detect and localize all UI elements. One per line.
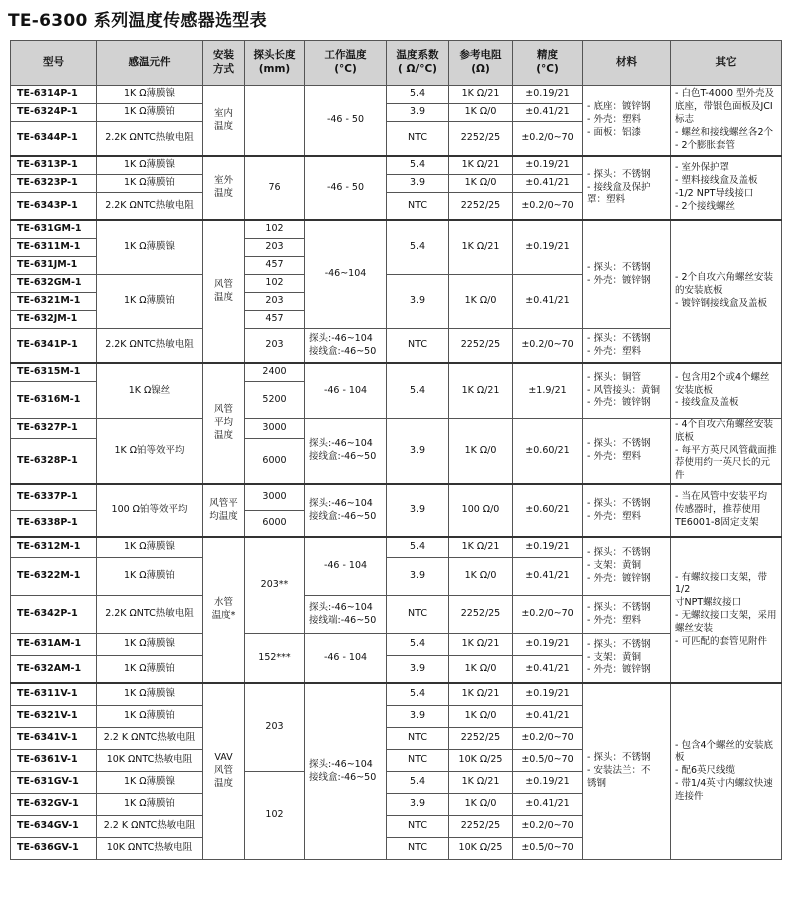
- model-cell: TE-6361V-1: [11, 750, 97, 772]
- acc-cell: ±0.2/0~70: [513, 193, 583, 221]
- length-cell: 102: [245, 772, 305, 860]
- table-row: [11, 537, 782, 558]
- acc-cell: ±0.19/21: [513, 220, 583, 275]
- table-row: [11, 634, 782, 656]
- table-row: [11, 86, 782, 104]
- page-title: TE-6300 系列温度传感器选型表: [8, 11, 267, 31]
- ref-cell: 10K Ω/25: [449, 838, 513, 860]
- acc-cell: ±0.19/21: [513, 683, 583, 706]
- coef-cell: 5.4: [387, 156, 449, 175]
- ref-cell: 10K Ω/25: [449, 750, 513, 772]
- work-temp-cell: 探头:-46~104 接线盒:-46~50: [305, 329, 387, 364]
- element-cell: 1K Ω薄膜镍: [97, 683, 203, 706]
- element-cell: 10K ΩNTC热敏电阻: [97, 838, 203, 860]
- element-cell: 1K Ω薄膜镍: [97, 772, 203, 794]
- ref-cell: 1K Ω/0: [449, 706, 513, 728]
- length-cell: 3000: [245, 419, 305, 439]
- mounting-cell: 风管 温度: [203, 220, 245, 363]
- coef-cell: NTC: [387, 329, 449, 364]
- header-mounting: 安装 方式: [203, 41, 245, 86]
- acc-cell: ±1.9/21: [513, 363, 583, 419]
- table-row: [11, 419, 782, 439]
- acc-cell: ±0.60/21: [513, 419, 583, 485]
- ref-cell: 1K Ω/21: [449, 537, 513, 558]
- length-cell: 6000: [245, 439, 305, 484]
- header-element: 感温元件: [97, 41, 203, 86]
- table-row: [11, 156, 782, 175]
- material-cell: - 探头：不锈钢 - 支架：黄铜 - 外壳：镀锌钢: [583, 537, 671, 596]
- length-cell: 203: [245, 293, 305, 311]
- coef-cell: NTC: [387, 728, 449, 750]
- ref-cell: 1K Ω/21: [449, 86, 513, 104]
- acc-cell: ±0.5/0~70: [513, 750, 583, 772]
- material-cell: - 探头：不锈钢 - 外壳：镀锌钢: [583, 220, 671, 329]
- coef-cell: NTC: [387, 596, 449, 634]
- work-temp-cell: -46 - 50: [305, 156, 387, 220]
- model-cell: TE-6342P-1: [11, 596, 97, 634]
- acc-cell: ±0.5/0~70: [513, 838, 583, 860]
- model-cell: TE-6324P-1: [11, 104, 97, 122]
- ref-cell: 1K Ω/21: [449, 772, 513, 794]
- element-cell: 2.2K ΩNTC热敏电阻: [97, 122, 203, 157]
- length-cell: 457: [245, 311, 305, 329]
- model-cell: TE-631JM-1: [11, 257, 97, 275]
- coef-cell: NTC: [387, 838, 449, 860]
- acc-cell: ±0.41/21: [513, 558, 583, 596]
- mounting-cell: 风管平 均温度: [203, 484, 245, 537]
- table-row: [11, 683, 782, 706]
- element-cell: 100 Ω铂等效平均: [97, 484, 203, 537]
- acc-cell: ±0.41/21: [513, 104, 583, 122]
- ref-cell: 2252/25: [449, 816, 513, 838]
- ref-cell: 1K Ω/0: [449, 656, 513, 684]
- length-cell: 203: [245, 239, 305, 257]
- other-cell: - 4个自攻六角螺丝安装 底板 - 每平方英尺风管截面推 荐使用约一英尺长的元件: [671, 419, 782, 485]
- ref-cell: 1K Ω/0: [449, 558, 513, 596]
- acc-cell: ±0.19/21: [513, 156, 583, 175]
- length-cell: 76: [245, 156, 305, 220]
- coef-cell: NTC: [387, 750, 449, 772]
- model-cell: TE-6316M-1: [11, 382, 97, 419]
- model-cell: TE-6321M-1: [11, 293, 97, 311]
- coef-cell: 3.9: [387, 484, 449, 537]
- material-cell: - 探头：不锈钢 - 外壳：塑料: [583, 596, 671, 634]
- material-cell: - 探头：不锈钢 - 安装法兰：不 锈钢: [583, 683, 671, 860]
- material-cell: - 底座：镀锌钢 - 外壳：塑料 - 面板：铝漆: [583, 86, 671, 157]
- model-cell: TE-6315M-1: [11, 363, 97, 382]
- coef-cell: 3.9: [387, 706, 449, 728]
- acc-cell: ±0.2/0~70: [513, 596, 583, 634]
- model-cell: TE-634GV-1: [11, 816, 97, 838]
- acc-cell: ±0.19/21: [513, 537, 583, 558]
- coef-cell: 5.4: [387, 772, 449, 794]
- header-working-temp: 工作温度 (°C): [305, 41, 387, 86]
- coef-cell: 3.9: [387, 175, 449, 193]
- material-cell: - 探头：不锈钢 - 外壳：塑料: [583, 419, 671, 485]
- model-cell: TE-6313P-1: [11, 156, 97, 175]
- mounting-cell: 水管 温度*: [203, 537, 245, 683]
- other-cell: - 2个自攻六角螺丝安装 的安装底板 - 镀锌钢接线盒及盖板: [671, 220, 782, 363]
- element-cell: 1K Ω薄膜铂: [97, 104, 203, 122]
- model-cell: TE-6311M-1: [11, 239, 97, 257]
- model-cell: TE-6311V-1: [11, 683, 97, 706]
- work-temp-cell: -46 - 50: [305, 86, 387, 157]
- other-cell: - 有螺纹接口支架，带1/2 寸NPT螺纹接口 - 无螺纹接口支架，采用 螺丝安装 - 可匹配的套管见附件: [671, 537, 782, 683]
- element-cell: 1K Ω薄膜镍: [97, 634, 203, 656]
- material-cell: - 探头：不锈钢 - 支架：黄铜 - 外壳：镀锌钢: [583, 634, 671, 684]
- header-accuracy: 精度 (°C): [513, 41, 583, 86]
- length-cell: [245, 86, 305, 157]
- element-cell: 1K Ω镍丝: [97, 363, 203, 419]
- model-cell: TE-632AM-1: [11, 656, 97, 684]
- coef-cell: 5.4: [387, 634, 449, 656]
- work-temp-cell: -46 - 104: [305, 363, 387, 419]
- material-cell: - 探头：不锈钢 - 外壳：塑料: [583, 329, 671, 364]
- coef-cell: NTC: [387, 193, 449, 221]
- model-cell: TE-631GM-1: [11, 220, 97, 239]
- acc-cell: ±0.41/21: [513, 794, 583, 816]
- acc-cell: ±0.19/21: [513, 86, 583, 104]
- element-cell: 1K Ω铂等效平均: [97, 419, 203, 485]
- model-cell: TE-6327P-1: [11, 419, 97, 439]
- length-cell: 5200: [245, 382, 305, 419]
- ref-cell: 1K Ω/0: [449, 275, 513, 329]
- mounting-cell: 室外 温度: [203, 156, 245, 220]
- length-cell: 203: [245, 683, 305, 772]
- model-cell: TE-636GV-1: [11, 838, 97, 860]
- table-row: [11, 363, 782, 382]
- element-cell: 1K Ω薄膜铂: [97, 706, 203, 728]
- table-row: [11, 484, 782, 511]
- coef-cell: 5.4: [387, 683, 449, 706]
- acc-cell: ±0.19/21: [513, 772, 583, 794]
- element-cell: 2.2K ΩNTC热敏电阻: [97, 329, 203, 364]
- ref-cell: 1K Ω/0: [449, 419, 513, 485]
- element-cell: 1K Ω薄膜铂: [97, 558, 203, 596]
- length-cell: 102: [245, 275, 305, 293]
- material-cell: - 探头：不锈钢 - 外壳：塑料: [583, 484, 671, 537]
- model-cell: TE-6344P-1: [11, 122, 97, 157]
- element-cell: 1K Ω薄膜镍: [97, 220, 203, 275]
- coef-cell: 3.9: [387, 558, 449, 596]
- other-cell: - 包含4个螺丝的安装底板 - 配6英尺线缆 - 带1/4英寸内螺纹快速 连接件: [671, 683, 782, 860]
- ref-cell: 2252/25: [449, 728, 513, 750]
- element-cell: 1K Ω薄膜镍: [97, 537, 203, 558]
- sensor-selection-table: [10, 40, 782, 860]
- acc-cell: ±0.19/21: [513, 634, 583, 656]
- ref-cell: 1K Ω/21: [449, 220, 513, 275]
- acc-cell: ±0.41/21: [513, 175, 583, 193]
- model-cell: TE-6314P-1: [11, 86, 97, 104]
- material-cell: - 探头：铜管 - 风管接头：黄铜 - 外壳：镀锌钢: [583, 363, 671, 419]
- model-cell: TE-6341P-1: [11, 329, 97, 364]
- model-cell: TE-6322M-1: [11, 558, 97, 596]
- ref-cell: 1K Ω/21: [449, 683, 513, 706]
- length-cell: 3000: [245, 484, 305, 511]
- ref-cell: 1K Ω/21: [449, 363, 513, 419]
- ref-cell: 1K Ω/21: [449, 156, 513, 175]
- coef-cell: NTC: [387, 122, 449, 157]
- material-cell: - 探头：不锈钢 - 接线盒及保护 罩：塑料: [583, 156, 671, 220]
- ref-cell: 2252/25: [449, 193, 513, 221]
- work-temp-cell: -46~104: [305, 220, 387, 329]
- coef-cell: 3.9: [387, 656, 449, 684]
- model-cell: TE-632JM-1: [11, 311, 97, 329]
- element-cell: 1K Ω薄膜铂: [97, 794, 203, 816]
- model-cell: TE-631AM-1: [11, 634, 97, 656]
- element-cell: 1K Ω薄膜铂: [97, 656, 203, 684]
- header-other: 其它: [671, 41, 782, 86]
- other-cell: - 室外保护罩 - 塑料接线盒及盖板 -1/2 NPT导线接口 - 2个接线螺丝: [671, 156, 782, 220]
- coef-cell: NTC: [387, 816, 449, 838]
- length-cell: 152***: [245, 634, 305, 684]
- coef-cell: 3.9: [387, 275, 449, 329]
- mounting-cell: VAV 风管 温度: [203, 683, 245, 860]
- length-cell: 203: [245, 329, 305, 364]
- element-cell: 1K Ω薄膜镍: [97, 156, 203, 175]
- model-cell: TE-631GV-1: [11, 772, 97, 794]
- table-row: [11, 329, 782, 364]
- acc-cell: ±0.41/21: [513, 656, 583, 684]
- other-cell: - 当在风管中安装平均 传感器时，推荐使用 TE6001-8固定支架: [671, 484, 782, 537]
- ref-cell: 2252/25: [449, 122, 513, 157]
- table-row: [11, 220, 782, 239]
- model-cell: TE-6337P-1: [11, 484, 97, 511]
- acc-cell: ±0.2/0~70: [513, 728, 583, 750]
- table-row: [11, 596, 782, 634]
- work-temp-cell: 探头:-46~104 接线盒:-46~50: [305, 683, 387, 860]
- ref-cell: 2252/25: [449, 596, 513, 634]
- coef-cell: 5.4: [387, 537, 449, 558]
- coef-cell: 3.9: [387, 104, 449, 122]
- coef-cell: 3.9: [387, 419, 449, 485]
- ref-cell: 1K Ω/0: [449, 175, 513, 193]
- element-cell: 2.2K ΩNTC热敏电阻: [97, 193, 203, 221]
- header-model: 型号: [11, 41, 97, 86]
- work-temp-cell: 探头:-46~104 接线端:-46~50: [305, 596, 387, 634]
- model-cell: TE-6312M-1: [11, 537, 97, 558]
- length-cell: 6000: [245, 511, 305, 538]
- ref-cell: 2252/25: [449, 329, 513, 364]
- mounting-cell: 风管 平均 温度: [203, 363, 245, 484]
- coef-cell: 5.4: [387, 220, 449, 275]
- work-temp-cell: 探头:-46~104 接线盒:-46~50: [305, 484, 387, 537]
- other-cell: - 白色T-4000 型外壳及 底座，带银色面板及JCI 标志 - 螺丝和接线螺丝各2个 - 2个膨胀套管: [671, 86, 782, 157]
- model-cell: TE-632GM-1: [11, 275, 97, 293]
- length-cell: 457: [245, 257, 305, 275]
- element-cell: 1K Ω薄膜铂: [97, 275, 203, 329]
- length-cell: 2400: [245, 363, 305, 382]
- element-cell: 2.2K ΩNTC热敏电阻: [97, 596, 203, 634]
- acc-cell: ±0.2/0~70: [513, 122, 583, 157]
- model-cell: TE-6338P-1: [11, 511, 97, 538]
- header-reference-resistance: 参考电阻 (Ω): [449, 41, 513, 86]
- model-cell: TE-6323P-1: [11, 175, 97, 193]
- element-cell: 2.2 K ΩNTC热敏电阻: [97, 728, 203, 750]
- ref-cell: 1K Ω/0: [449, 104, 513, 122]
- length-cell: 102: [245, 220, 305, 239]
- length-cell: 203**: [245, 537, 305, 634]
- table-header-row: [11, 41, 782, 86]
- coef-cell: 5.4: [387, 86, 449, 104]
- model-cell: TE-632GV-1: [11, 794, 97, 816]
- ref-cell: 100 Ω/0: [449, 484, 513, 537]
- other-cell: - 包含用2个或4个螺丝 安装底板 - 接线盒及盖板: [671, 363, 782, 419]
- element-cell: 10K ΩNTC热敏电阻: [97, 750, 203, 772]
- header-probe-length: 探头长度 (mm): [245, 41, 305, 86]
- acc-cell: ±0.2/0~70: [513, 816, 583, 838]
- ref-cell: 1K Ω/0: [449, 794, 513, 816]
- element-cell: 1K Ω薄膜镍: [97, 86, 203, 104]
- work-temp-cell: -46 - 104: [305, 634, 387, 684]
- coef-cell: 3.9: [387, 794, 449, 816]
- model-cell: TE-6341V-1: [11, 728, 97, 750]
- element-cell: 2.2 K ΩNTC热敏电阻: [97, 816, 203, 838]
- model-cell: TE-6343P-1: [11, 193, 97, 221]
- model-cell: TE-6321V-1: [11, 706, 97, 728]
- acc-cell: ±0.41/21: [513, 706, 583, 728]
- acc-cell: ±0.2/0~70: [513, 329, 583, 364]
- work-temp-cell: -46 - 104: [305, 537, 387, 596]
- element-cell: 1K Ω薄膜铂: [97, 175, 203, 193]
- acc-cell: ±0.60/21: [513, 484, 583, 537]
- acc-cell: ±0.41/21: [513, 275, 583, 329]
- ref-cell: 1K Ω/21: [449, 634, 513, 656]
- mounting-cell: 室内 温度: [203, 86, 245, 157]
- work-temp-cell: 探头:-46~104 接线盒:-46~50: [305, 419, 387, 485]
- model-cell: TE-6328P-1: [11, 439, 97, 484]
- header-temp-coefficient: 温度系数 ( Ω/°C): [387, 41, 449, 86]
- coef-cell: 5.4: [387, 363, 449, 419]
- header-material: 材料: [583, 41, 671, 86]
